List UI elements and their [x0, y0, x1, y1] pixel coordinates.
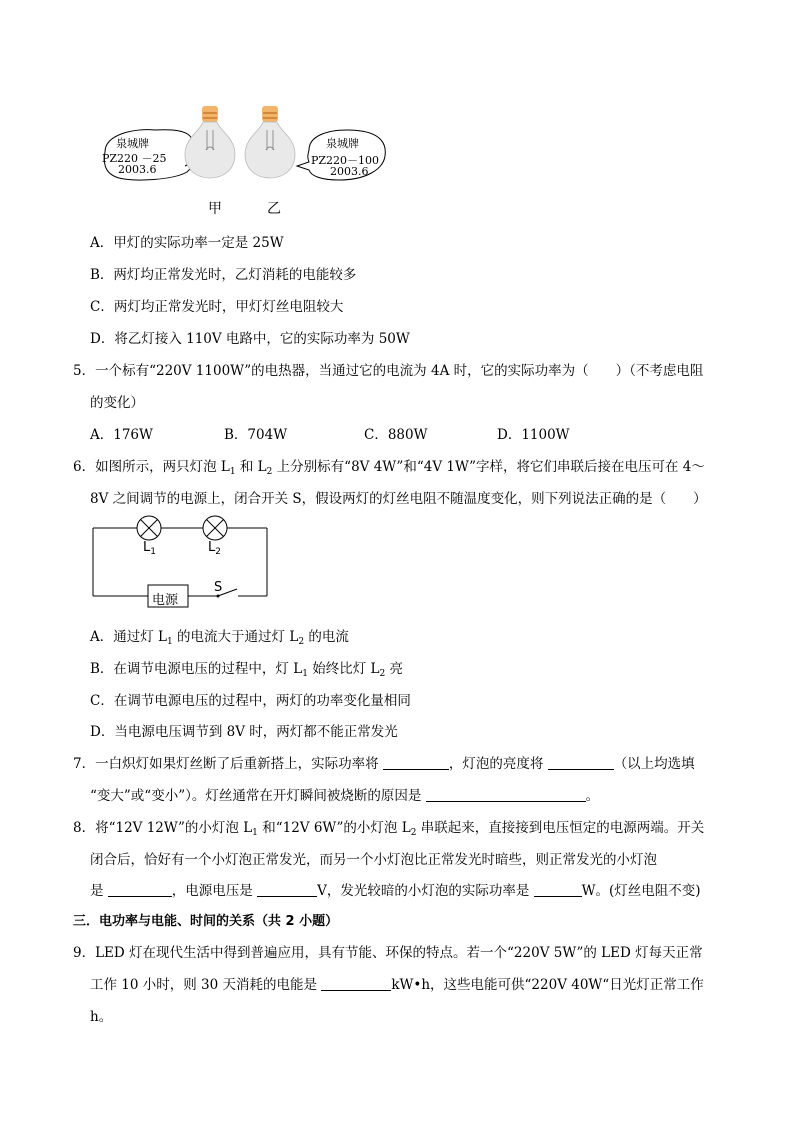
- q7-blank-2[interactable]: [548, 755, 614, 770]
- q8-blank-1[interactable]: [108, 882, 172, 897]
- q5-option-c: C．880W: [364, 427, 428, 443]
- bulb-label-yi: 乙: [267, 201, 281, 217]
- q6-stem-line2: 8V 之间调节的电源上，闭合开关 S，假设两灯的灯丝电阻不随温度变化，则下列说法正确的是（ ）: [90, 491, 707, 507]
- q4-option-c: C．两灯均正常发光时，甲灯灯丝电阻较大: [90, 299, 344, 315]
- q5-option-b: B．704W: [224, 427, 288, 443]
- q4-option-b: B．两灯均正常发光时，乙灯消耗的电能较多: [90, 267, 357, 283]
- q6-circuit-diagram: [88, 512, 273, 612]
- lamp-l2-icon: [203, 516, 227, 540]
- left-bubble-date: 2003.6: [118, 163, 157, 176]
- q5-option-a: A．176W: [90, 427, 153, 443]
- bulb-jia-icon: [185, 106, 235, 178]
- q9-stem-line2: 工作 10 小时，则 30 天消耗的电能是 kW•h，这些电能可供“220V 40W“日光灯正常工作: [90, 977, 704, 993]
- q6-option-c: C．在调节电源电压的过程中，两灯的功率变化量相同: [90, 693, 411, 709]
- q7-stem-line2: “变大”或“变小”）。灯丝通常在开灯瞬间被烧断的原因是 。: [90, 788, 600, 804]
- q5-stem-line1: 5．一个标有“220V 1100W”的电热器，当通过它的电流为 4A 时，它的实际功率为（ ）（不考虑电阻: [73, 363, 704, 379]
- q5-option-d: D．1100W: [497, 427, 570, 443]
- q4-option-d: D．将乙灯接入 110V 电路中，它的实际功率为 50W: [90, 331, 410, 347]
- q4-option-a: A．甲灯的实际功率一定是 25W: [90, 235, 284, 251]
- q9-blank-1[interactable]: [321, 976, 391, 991]
- left-bubble-model: PZ220 －25: [102, 152, 167, 165]
- q7-blank-1[interactable]: [383, 755, 449, 770]
- circuit-label-source: 电源: [152, 593, 179, 608]
- q9-stem-line1: 9．LED 灯在现代生活中得到普遍应用，具有节能、环保的特点。若一个“220V 5W”的 LED 灯每天正常: [73, 945, 703, 961]
- right-bubble-model: PZ220－100: [311, 154, 380, 167]
- q9-stem-line3: h。: [90, 1009, 113, 1025]
- q8-blank-3[interactable]: [534, 882, 582, 897]
- q6-option-a: A．通过灯 $L_1$ 的电流大于通过灯 $L_2$ 的电流: [90, 629, 349, 647]
- bulb-label-jia: 甲: [208, 201, 222, 217]
- right-bubble-date: 2003.6: [330, 165, 369, 178]
- circuit-label-switch: S: [214, 580, 223, 595]
- q8-stem-line2: 闭合后，恰好有一个小灯泡正常发光，而另一个小灯泡比正常发光时暗些，则正常发光的小灯泡: [90, 852, 657, 868]
- bulb-yi-icon: [245, 106, 295, 178]
- q5-stem-line2: 的变化）: [90, 395, 144, 411]
- q8-blank-2[interactable]: [257, 882, 317, 897]
- right-bubble-brand: 泉城牌: [326, 137, 359, 150]
- lamp-l1-icon: [137, 516, 161, 540]
- q6-option-b: B．在调节电源电压的过程中，灯 $L_1$ 始终比灯 $L_2$ 亮: [90, 661, 404, 679]
- circuit-label-l1: $L_1$: [143, 540, 156, 557]
- circuit-label-l2: $L_2$: [208, 540, 221, 557]
- section-3-heading: 三．电功率与电能、时间的关系（共 2 小题）: [73, 914, 339, 929]
- q6-option-d: D．当电源电压调节到 8V 时，两灯都不能正常发光: [90, 724, 398, 740]
- q7-blank-3[interactable]: [426, 787, 586, 802]
- q8-stem-line1: 8．将“12V 12W”的小灯泡 $L_1$ 和“12V 6W”的小灯泡 $L_2$ 串联起来，直接接到电压恒定的电源两端。开关: [73, 820, 705, 838]
- q8-stem-line3: 是 ，电源电压是 V，发光较暗的小灯泡的实际功率是 W。(灯丝电阻不变): [90, 883, 701, 899]
- q6-stem-line1: 6．如图所示，两只灯泡 $L_1$ 和 $L_2$ 上分别标有“8V 4W”和“4V 1W”字样，将它们串联后接在电压可在 4～: [73, 459, 705, 477]
- left-bubble-brand: 泉城牌: [116, 137, 149, 150]
- q7-stem-line1: 7．一白炽灯如果灯丝断了后重新搭上，实际功率将 ，灯泡的亮度将 （以上均选填: [73, 756, 695, 772]
